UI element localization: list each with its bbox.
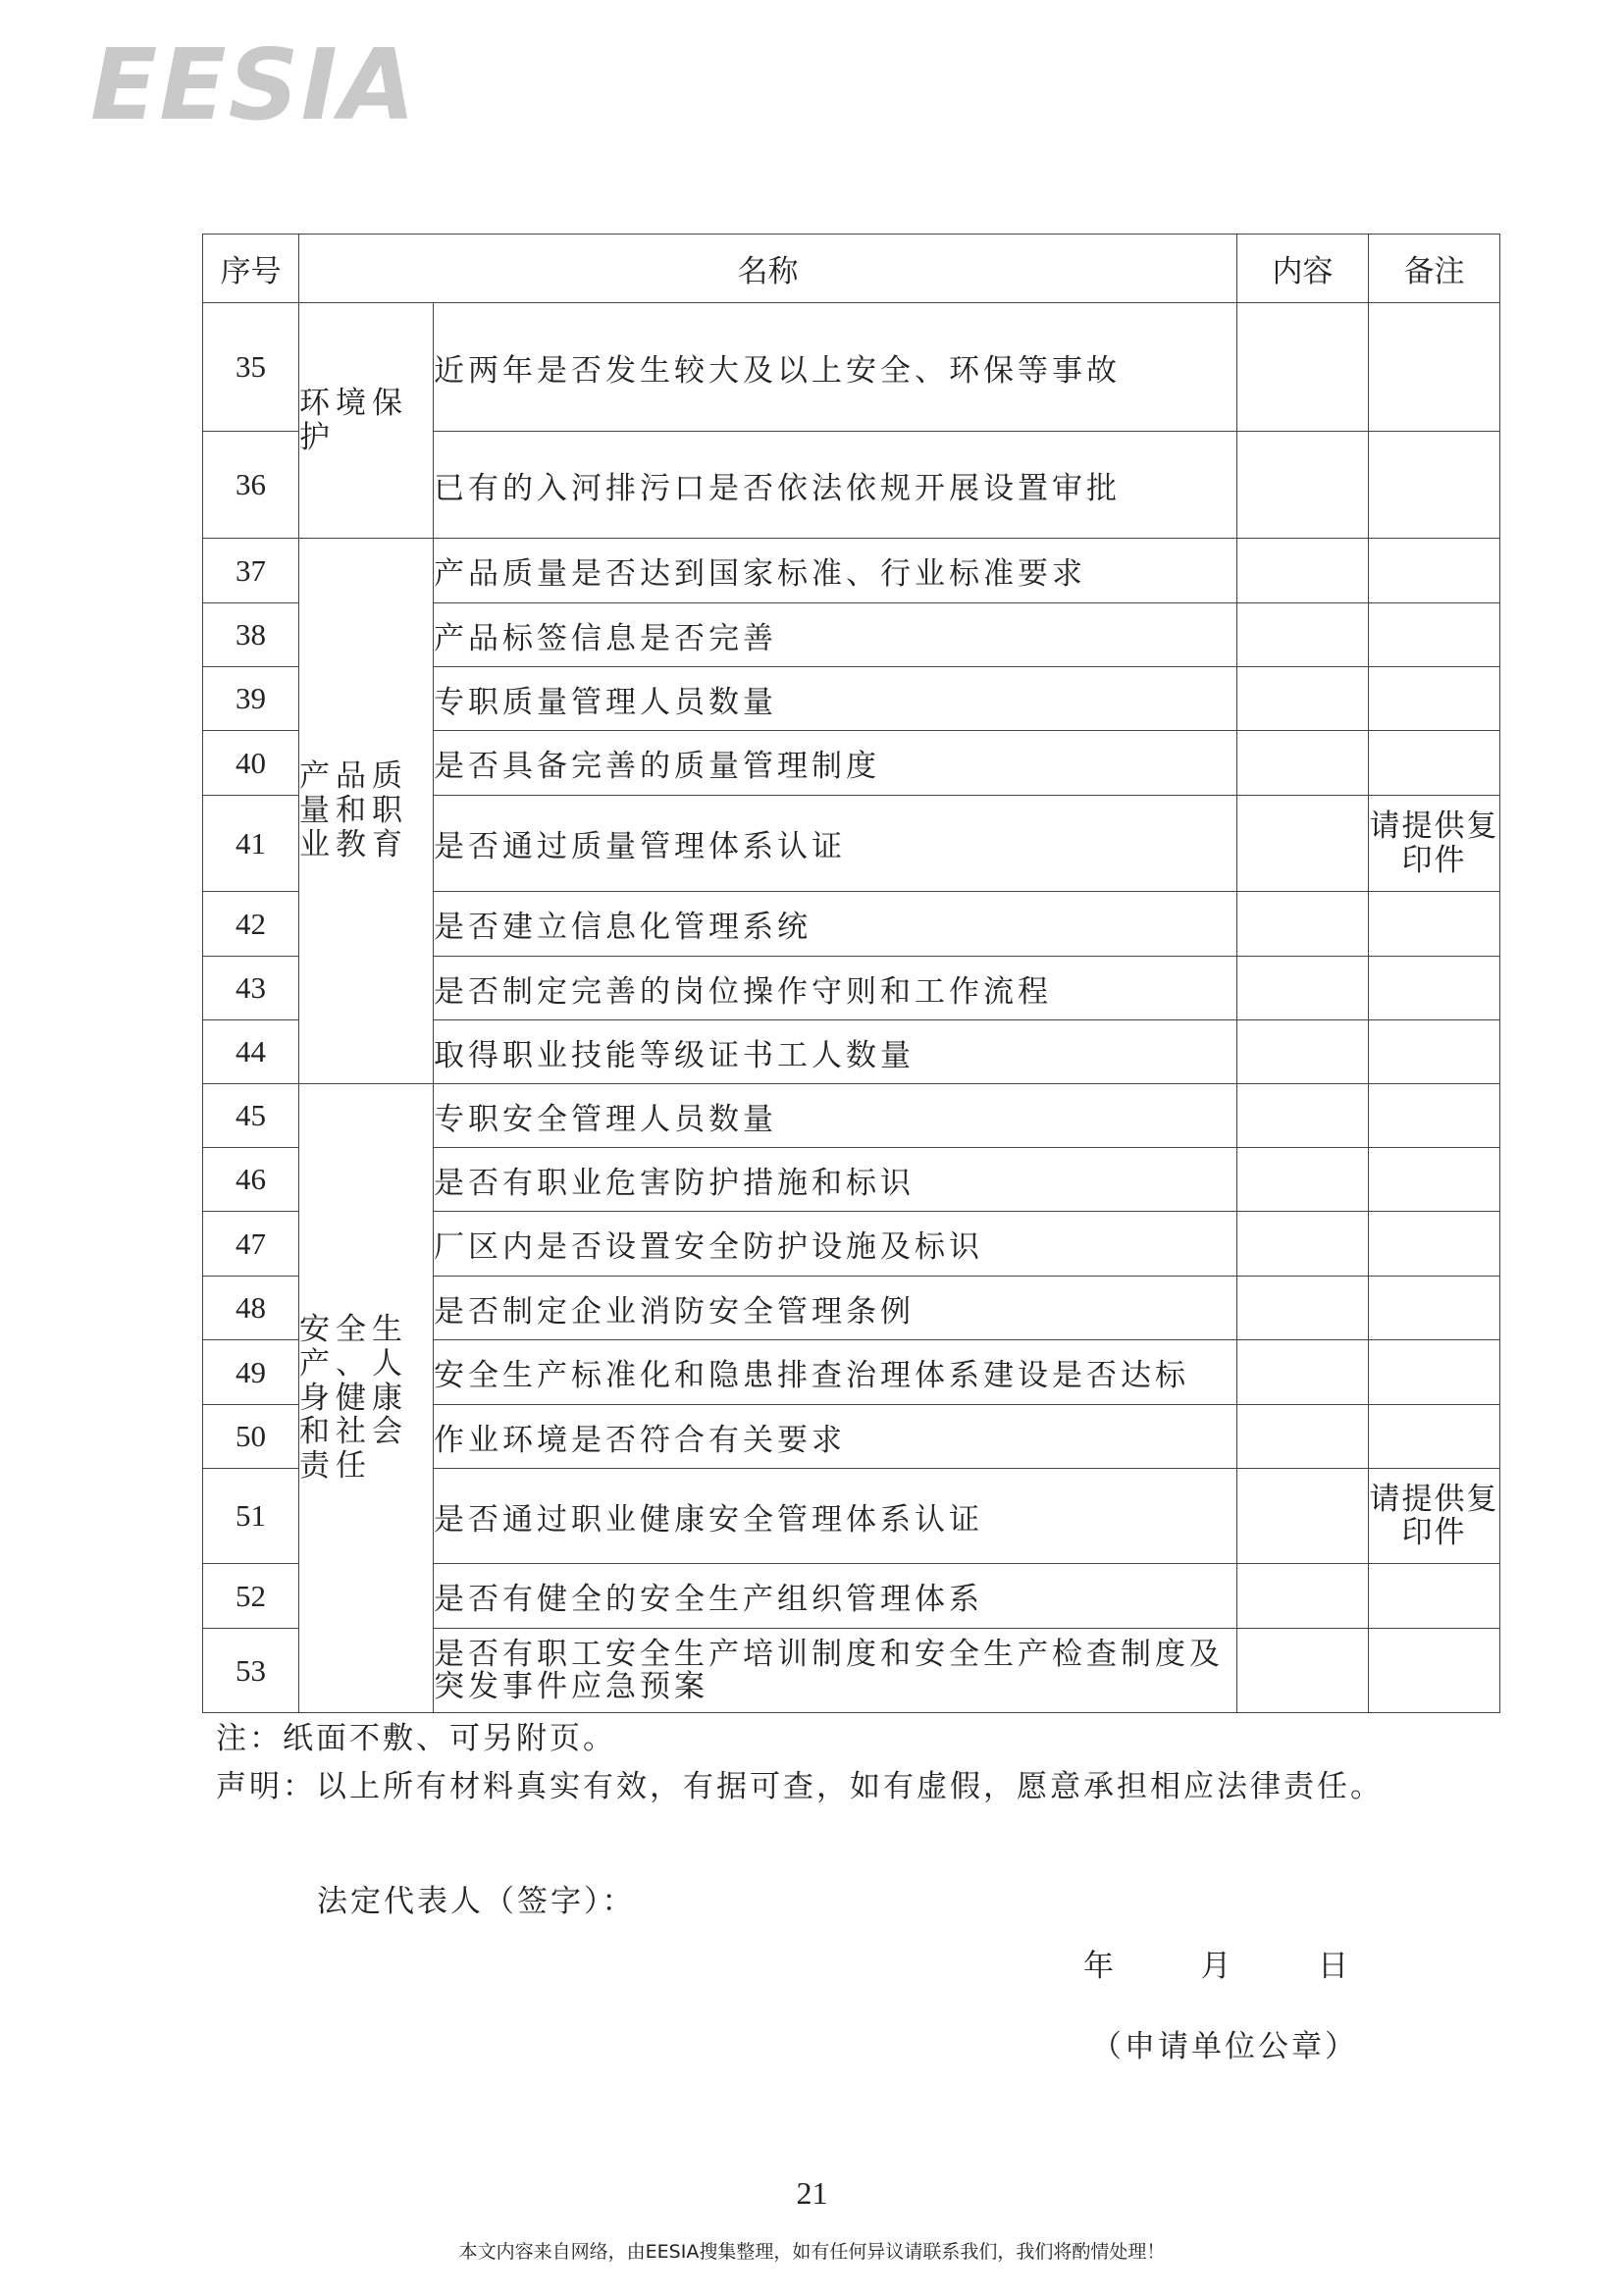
date-year: 年: [1083, 1949, 1114, 1984]
remark-cell: [1369, 303, 1500, 432]
row-number: 38: [203, 603, 299, 667]
header-remark: 备注: [1369, 235, 1500, 303]
row-number: 45: [203, 1084, 299, 1148]
row-number: 49: [203, 1340, 299, 1405]
item-name: 是否有健全的安全生产组织管理体系: [434, 1564, 1237, 1629]
category-cell: [299, 539, 434, 1084]
row-number: 36: [203, 432, 299, 539]
item-name: 厂区内是否设置安全防护设施及标识: [434, 1212, 1237, 1277]
footer-disclaimer: 本文内容来自网络，由EESIA搜集整理，如有任何异议请联系我们，我们将酌情处理！: [458, 2241, 1166, 2263]
content-cell[interactable]: [1237, 1084, 1369, 1148]
row-number: 43: [203, 957, 299, 1020]
row-number: 48: [203, 1277, 299, 1340]
row-number: 37: [203, 539, 299, 603]
content-cell[interactable]: [1237, 1405, 1369, 1469]
date-day: 日: [1318, 1949, 1348, 1984]
content-cell[interactable]: [1237, 303, 1369, 432]
remark-cell: [1369, 957, 1500, 1020]
table-row: [203, 1084, 1500, 1148]
date-month: 月: [1200, 1949, 1231, 1984]
item-name: 是否建立信息化管理系统: [434, 892, 1237, 957]
checklist-table: [202, 234, 1500, 1713]
category-label: 产品质量和职业教育: [299, 758, 408, 862]
content-cell[interactable]: [1237, 1020, 1369, 1084]
remark-cell: [1369, 892, 1500, 957]
date-line: [1083, 1941, 1348, 1985]
note-text: 注：纸面不敷、可另附页。: [216, 1721, 616, 1756]
remark-cell: [1369, 1340, 1500, 1405]
content-cell[interactable]: [1237, 539, 1369, 603]
row-number: 47: [203, 1212, 299, 1277]
declaration-text: 声明：以上所有材料真实有效，有据可查，如有虚假，愿意承担相应法律责任。: [216, 1769, 1384, 1804]
content-cell[interactable]: [1237, 667, 1369, 731]
item-name: 已有的入河排污口是否依法依规开展设置审批: [434, 432, 1237, 539]
row-number: 42: [203, 892, 299, 957]
item-name: 产品质量是否达到国家标准、行业标准要求: [434, 539, 1237, 603]
content-cell[interactable]: [1237, 957, 1369, 1020]
remark-cell: [1369, 1020, 1500, 1084]
category-cell: [299, 303, 434, 539]
content-cell[interactable]: [1237, 1564, 1369, 1629]
content-cell[interactable]: [1237, 1469, 1369, 1564]
remark-cell: 请提供复印件: [1369, 1469, 1500, 1564]
signature-label: 法定代表人（签字）：: [317, 1884, 636, 1919]
remark-cell: [1369, 603, 1500, 667]
remark-cell: [1369, 1084, 1500, 1148]
content-cell[interactable]: [1237, 731, 1369, 796]
item-name: 作业环境是否符合有关要求: [434, 1405, 1237, 1469]
item-name: 是否有职工安全生产培训制度和安全生产检查制度及突发事件应急预案: [434, 1629, 1237, 1713]
table-row: [203, 303, 1500, 432]
row-number: 35: [203, 303, 299, 432]
item-name: 专职质量管理人员数量: [434, 667, 1237, 731]
remark-cell: [1369, 1564, 1500, 1629]
content-cell[interactable]: [1237, 432, 1369, 539]
row-number: 52: [203, 1564, 299, 1629]
item-name: 是否有职业危害防护措施和标识: [434, 1148, 1237, 1212]
row-number: 39: [203, 667, 299, 731]
item-name: 是否通过质量管理体系认证: [434, 796, 1237, 892]
content-cell[interactable]: [1237, 892, 1369, 957]
item-name: 是否具备完善的质量管理制度: [434, 731, 1237, 796]
row-number: 50: [203, 1405, 299, 1469]
header-seq: 序号: [203, 235, 299, 303]
content-cell[interactable]: [1237, 1148, 1369, 1212]
row-number: 51: [203, 1469, 299, 1564]
row-number: 41: [203, 796, 299, 892]
item-name: 近两年是否发生较大及以上安全、环保等事故: [434, 303, 1237, 432]
eesia-logo: EESIA: [90, 27, 418, 142]
remark-cell: 请提供复印件: [1369, 796, 1500, 892]
page-number: 21: [796, 2175, 828, 2211]
header-name: 名称: [299, 235, 1237, 303]
row-number: 53: [203, 1629, 299, 1713]
remark-cell: [1369, 667, 1500, 731]
table-row: [203, 539, 1500, 603]
item-name: 是否制定完善的岗位操作守则和工作流程: [434, 957, 1237, 1020]
item-name: 安全生产标准化和隐患排查治理体系建设是否达标: [434, 1340, 1237, 1405]
remark-cell: [1369, 1405, 1500, 1469]
seal-label: （申请单位公章）: [1091, 2029, 1358, 2064]
row-number: 40: [203, 731, 299, 796]
content-cell[interactable]: [1237, 1340, 1369, 1405]
content-cell[interactable]: [1237, 1277, 1369, 1340]
content-cell[interactable]: [1237, 1629, 1369, 1713]
table-header-row: [203, 235, 1500, 303]
remark-cell: [1369, 1212, 1500, 1277]
row-number: 46: [203, 1148, 299, 1212]
category-label: 环境保护: [299, 385, 408, 455]
item-name: 取得职业技能等级证书工人数量: [434, 1020, 1237, 1084]
header-content: 内容: [1237, 235, 1369, 303]
remark-cell: [1369, 731, 1500, 796]
remark-cell: [1369, 432, 1500, 539]
item-name: 产品标签信息是否完善: [434, 603, 1237, 667]
category-cell: [299, 1084, 434, 1713]
item-name: 专职安全管理人员数量: [434, 1084, 1237, 1148]
remark-cell: [1369, 1148, 1500, 1212]
category-label: 安全生产、人身健康和社会责任: [299, 1312, 408, 1485]
row-number: 44: [203, 1020, 299, 1084]
notes-block: [216, 1715, 1384, 1811]
content-cell[interactable]: [1237, 1212, 1369, 1277]
content-cell[interactable]: [1237, 603, 1369, 667]
item-name: 是否制定企业消防安全管理条例: [434, 1277, 1237, 1340]
remark-cell: [1369, 1277, 1500, 1340]
item-name: 是否通过职业健康安全管理体系认证: [434, 1469, 1237, 1564]
content-cell[interactable]: [1237, 796, 1369, 892]
remark-cell: [1369, 1629, 1500, 1713]
remark-cell: [1369, 539, 1500, 603]
